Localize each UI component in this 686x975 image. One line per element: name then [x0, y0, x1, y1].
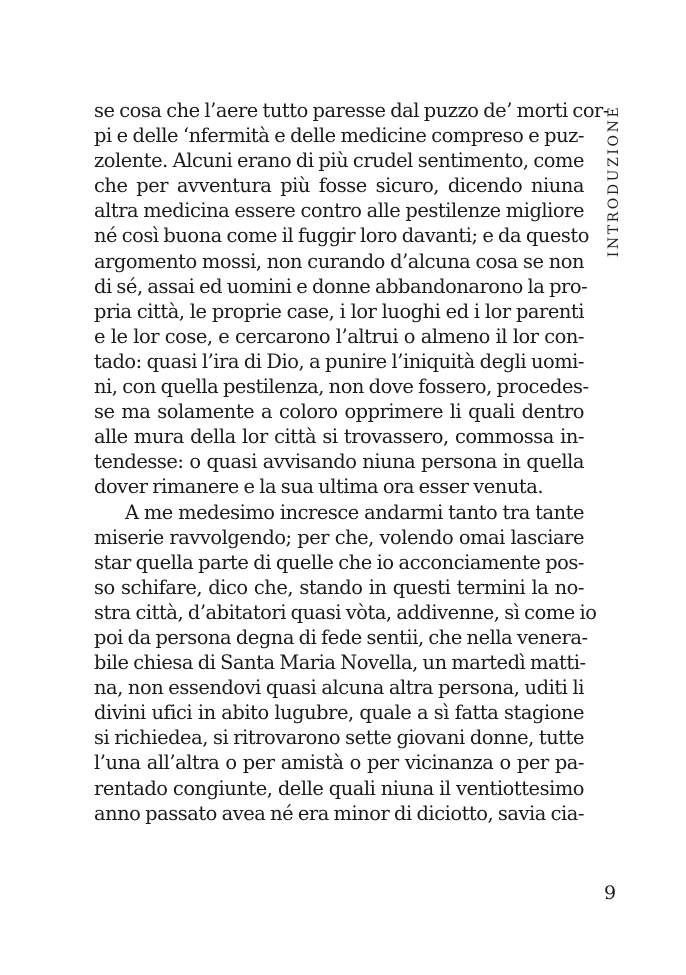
- paragraph-first-line: A me medesimo incresce andarmi tanto tra tante: [125, 500, 584, 524]
- text-line: divini ufici in abito lugubre, quale a sì fatta stagione: [94, 701, 584, 725]
- text-line: so schifare, dico che, stando in questi termini la no-: [94, 575, 584, 599]
- text-line: ni, con quella pestilenza, non dove fossero, procedes-: [94, 375, 589, 399]
- paragraph-end-line: dover rimanere e la sua ultima ora esser venuta.: [94, 475, 544, 499]
- text-line: se ma solamente a coloro opprimere li quali dentro: [94, 400, 584, 424]
- text-line: pi e delle ‘nfermità e delle medicine compreso e puz-: [94, 124, 584, 148]
- running-head: [598, 98, 630, 263]
- text-line: l’una all’altra o per amistà o per vicinanza o per pa-: [94, 751, 584, 775]
- text-line: miserie ravvolgendo; per che, volendo omai lasciare: [94, 525, 584, 549]
- page-number: 9: [603, 882, 617, 904]
- text-line: tado: quasi l’ira di Dio, a punire l’iniquità degli uomi-: [94, 349, 584, 373]
- text-line: di sé, assai ed uomini e donne abbandonarono la pro-: [94, 274, 588, 298]
- text-line: star quella parte di quelle che io acconciamente pos-: [94, 550, 584, 574]
- body-text: [94, 98, 609, 826]
- text-line: stra città, d’abitatori quasi vòta, addivenne, sì come io: [94, 600, 597, 624]
- text-line: che per avventura più fosse sicuro, dicendo niuna: [94, 174, 584, 198]
- text-line: argomento mossi, non curando d’alcuna cosa se non: [94, 249, 584, 273]
- text-line: zolente. Alcuni erano di più crudel sentimento, come: [94, 149, 584, 173]
- text-line: altra medicina essere contro alle pestilenze migliore: [94, 199, 584, 223]
- text-line: alle mura della lor città si trovassero, commossa in-: [94, 425, 584, 449]
- text-line: e le lor cose, e cercarono l’altrui o almeno il lor con-: [94, 324, 584, 348]
- text-line: rentado congiunte, delle quali niuna il ventiottesimo: [94, 776, 584, 800]
- text-line: bile chiesa di Santa Maria Novella, un martedì matti-: [94, 651, 586, 675]
- text-line: si richiedea, si ritrovarono sette giovani donne, tutte: [94, 726, 584, 750]
- text-line: né così buona come il fuggir loro davanti; e da questo: [94, 224, 589, 248]
- text-line: na, non essendovi quasi alcuna altra persona, uditi li: [94, 676, 584, 700]
- text-line: poi da persona degna di fede sentii, che nella venera-: [94, 625, 588, 649]
- text-line: anno passato avea né era minor di diciotto, savia cia-: [94, 801, 584, 825]
- text-line: pria città, le proprie case, i lor luoghi ed i lor parenti: [94, 299, 584, 323]
- running-head-title: INTRODUZIONE: [606, 104, 622, 257]
- text-line: se cosa che l’aere tutto paresse dal puzzo de’ morti cor-: [94, 99, 609, 122]
- text-line: tendesse: o quasi avvisando niuna persona in quella: [94, 450, 584, 474]
